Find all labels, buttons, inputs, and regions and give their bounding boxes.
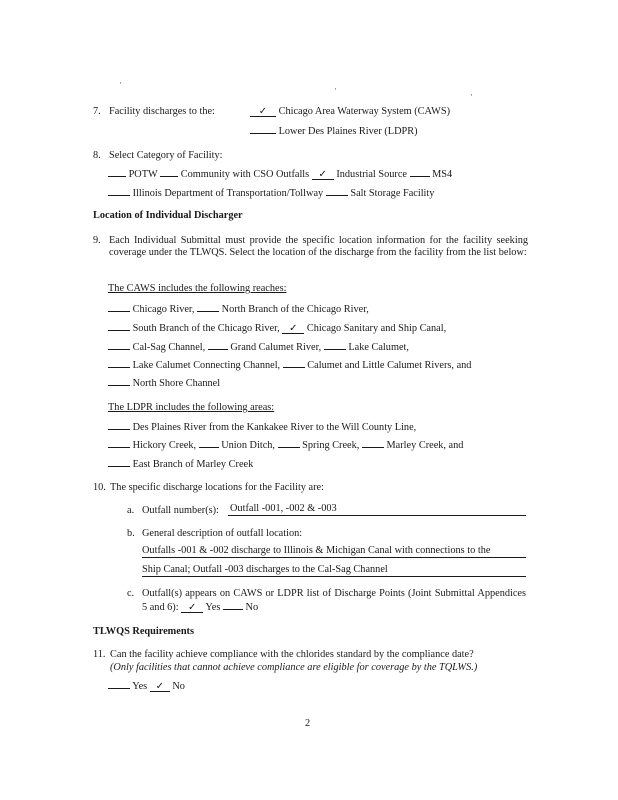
checkbox-q10c-yes[interactable] xyxy=(181,603,203,613)
page-number: 2 xyxy=(305,718,311,729)
check-mark: ✓ xyxy=(258,106,268,117)
union-label: Union Ditch, xyxy=(221,440,275,451)
checkbox-community[interactable] xyxy=(160,167,178,177)
q10c-question: Outfall(s) appears on CAWS or LDPR list of Discharge Points (Joint Submittal Appendices 5 and 6): xyxy=(142,588,526,613)
checkbox-spring[interactable] xyxy=(278,438,300,448)
checkbox-hickory[interactable] xyxy=(108,438,130,448)
q11-number: 11. xyxy=(93,649,106,660)
checkbox-union[interactable] xyxy=(199,438,219,448)
scan-speck: · xyxy=(470,90,473,100)
checkbox-grand-calumet[interactable] xyxy=(208,340,228,350)
q7-label: Facility discharges to the: xyxy=(109,106,215,117)
q11-yes-label: Yes xyxy=(132,681,148,692)
outfall-description-line-2[interactable]: Ship Canal; Outfall -003 discharges to the Cal-Sag Channel xyxy=(142,564,388,575)
checkbox-ldpr[interactable] xyxy=(250,124,276,134)
ldpr-areas-heading: The LDPR includes the following areas: xyxy=(108,402,275,413)
community-label: Community with CSO Outfalls xyxy=(180,169,310,180)
q10b-letter: b. xyxy=(127,528,135,539)
checkbox-salt[interactable] xyxy=(326,186,348,196)
marley-label: Marley Creek, and xyxy=(386,440,464,451)
checkbox-q10c-no[interactable] xyxy=(223,600,243,610)
q8-label: Select Category of Facility: xyxy=(109,150,223,161)
checkbox-caws[interactable] xyxy=(250,107,276,117)
calumet-little-label: Calumet and Little Calumet Rivers, and xyxy=(307,360,472,371)
q11-note: (Only facilities that cannot achieve compliance are eligible for coverage by the TQLWS.) xyxy=(110,662,478,673)
ldpr-label: Lower Des Plaines River (LDPR) xyxy=(278,126,418,137)
salt-label: Salt Storage Facility xyxy=(350,188,435,199)
checkbox-ms4[interactable] xyxy=(410,167,430,177)
checkbox-cal-sag[interactable] xyxy=(108,340,130,350)
caws-row-4 xyxy=(108,358,471,372)
checkbox-q11-yes[interactable] xyxy=(108,679,130,689)
check-mark: ✓ xyxy=(289,323,298,334)
checkbox-des-plaines[interactable] xyxy=(108,420,130,430)
scan-speck: · xyxy=(119,78,122,88)
checkbox-lake-calumet-conn[interactable] xyxy=(108,358,130,368)
lake-calumet-conn-label: Lake Calumet Connecting Channel, xyxy=(132,360,281,371)
caws-row-5 xyxy=(108,376,220,390)
des-plaines-label: Des Plaines River from the Kankakee River to the Will County Line, xyxy=(132,422,417,433)
q7-number: 7. xyxy=(93,106,101,117)
potw-label: POTW xyxy=(128,169,158,180)
caws-row-2 xyxy=(108,321,446,335)
checkbox-east-marley[interactable] xyxy=(108,457,130,467)
grand-calumet-label: Grand Calumet River, xyxy=(230,342,322,353)
q11-answers xyxy=(108,679,185,693)
caws-row-1 xyxy=(108,302,369,316)
q11-question: Can the facility achieve compliance with the chlorides standard by the compliance date? xyxy=(110,649,474,660)
outfall-number-field[interactable]: Outfall -001, -002 & -003 xyxy=(230,503,337,514)
q10-number: 10. xyxy=(93,482,106,493)
south-branch-label: South Branch of the Chicago River, xyxy=(132,323,280,334)
spring-label: Spring Creek, xyxy=(302,440,360,451)
location-heading: Location of Individual Discharger xyxy=(93,210,243,221)
caws-label: Chicago Area Waterway System (CAWS) xyxy=(278,106,451,117)
checkbox-lake-calumet[interactable] xyxy=(324,340,346,350)
q10b-label: General description of outfall location: xyxy=(142,528,303,539)
check-mark: ✓ xyxy=(318,169,327,180)
checkbox-sanitary-ship[interactable] xyxy=(282,324,304,334)
tlwqs-heading: TLWQS Requirements xyxy=(93,626,194,637)
checkbox-calumet-little[interactable] xyxy=(283,358,305,368)
checkbox-north-shore[interactable] xyxy=(108,376,130,386)
checkbox-industrial[interactable] xyxy=(312,170,334,180)
east-marley-label: East Branch of Marley Creek xyxy=(132,459,254,470)
description-underline-1 xyxy=(142,557,526,558)
scan-speck: · xyxy=(334,84,337,94)
q8-row-1 xyxy=(108,167,452,181)
q10c-no-label: No xyxy=(245,602,259,613)
checkbox-potw[interactable] xyxy=(108,167,126,177)
checkbox-idot[interactable] xyxy=(108,186,130,196)
checkbox-north-branch[interactable] xyxy=(197,302,219,312)
check-mark: ✓ xyxy=(155,681,164,692)
checkbox-south-branch[interactable] xyxy=(108,321,130,331)
checkbox-marley[interactable] xyxy=(362,438,384,448)
checkbox-chicago-river[interactable] xyxy=(108,302,130,312)
q9-instructions: Each Individual Submittal must provide the specific location information for the facility seeking coverage under the TLWQS. Select the location of the discharge from the facility from the list below: xyxy=(109,235,528,258)
north-shore-label: North Shore Channel xyxy=(132,378,221,389)
checkbox-q11-no[interactable] xyxy=(150,682,170,692)
idot-label: Illinois Department of Transportation/Tollway xyxy=(132,188,324,199)
ldpr-row-1 xyxy=(108,420,416,434)
ldpr-row-3 xyxy=(108,457,253,471)
north-branch-label: North Branch of the Chicago River, xyxy=(221,304,369,315)
q7-option-caws[interactable] xyxy=(250,106,450,118)
q7-option-ldpr[interactable] xyxy=(250,124,418,138)
chicago-river-label: Chicago River, xyxy=(132,304,195,315)
check-mark: ✓ xyxy=(187,602,197,613)
q11-no-label: No xyxy=(172,681,185,692)
q10a-letter: a. xyxy=(127,505,135,516)
q10-label: The specific discharge locations for the Facility are: xyxy=(110,482,324,493)
ldpr-row-2 xyxy=(108,438,463,452)
q8-row-2 xyxy=(108,186,434,200)
caws-reaches-heading: The CAWS includes the following reaches: xyxy=(108,283,287,294)
q8-number: 8. xyxy=(93,150,101,161)
cal-sag-label: Cal-Sag Channel, xyxy=(132,342,206,353)
industrial-label: Industrial Source xyxy=(336,169,407,180)
q10c-yes-label: Yes xyxy=(205,602,221,613)
q9-number: 9. xyxy=(93,235,101,246)
outfall-description-line-1[interactable]: Outfalls -001 & -002 discharge to Illinois & Michigan Canal with connections to the xyxy=(142,545,491,556)
outfall-number-underline xyxy=(228,515,526,516)
q10c-letter: c. xyxy=(127,588,135,599)
ms4-label: MS4 xyxy=(432,169,453,180)
description-underline-2 xyxy=(142,576,526,577)
caws-row-3 xyxy=(108,340,409,354)
lake-calumet-label: Lake Calumet, xyxy=(348,342,409,353)
sanitary-ship-label: Chicago Sanitary and Ship Canal, xyxy=(306,323,447,334)
hickory-label: Hickory Creek, xyxy=(132,440,197,451)
q10c-text xyxy=(142,588,526,614)
q10a-label: Outfall number(s): xyxy=(142,505,219,516)
